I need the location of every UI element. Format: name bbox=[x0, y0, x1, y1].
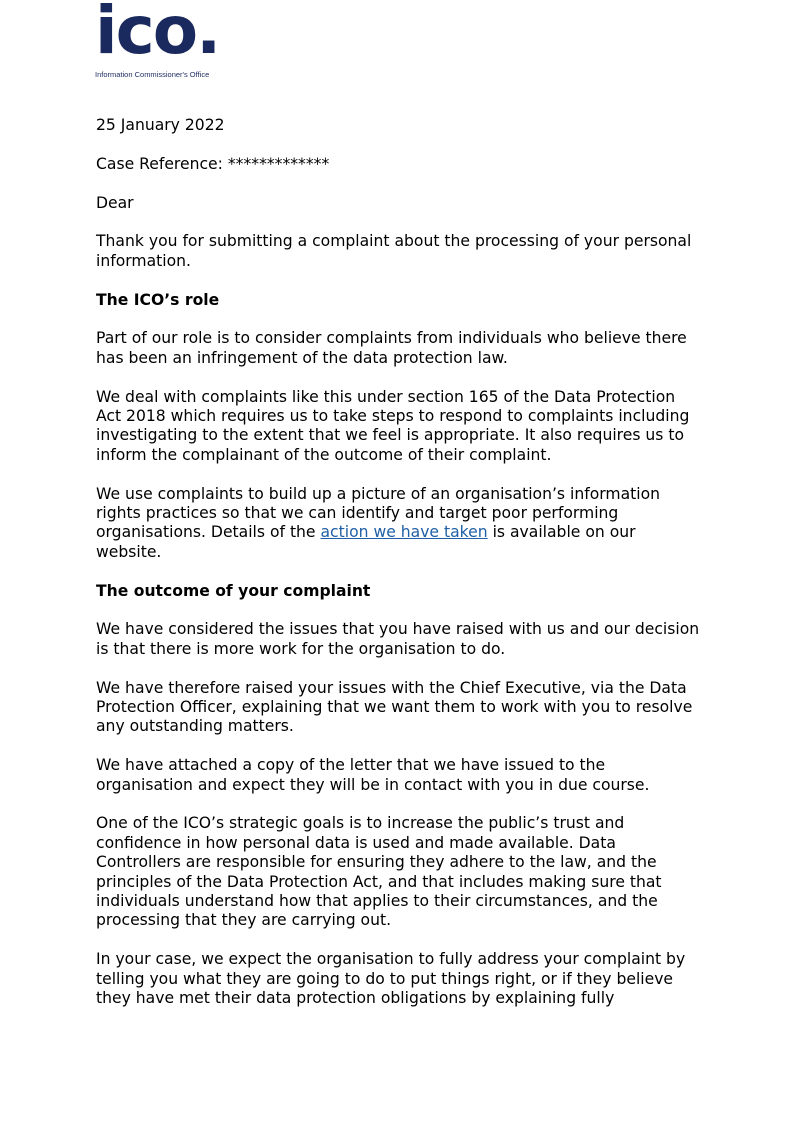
action-we-have-taken-link[interactable]: action we have taken bbox=[320, 523, 488, 542]
letter-body bbox=[96, 116, 701, 1028]
role-paragraph-3-end: is available on our website. bbox=[96, 523, 636, 561]
role-paragraph-3-start: We use complaints to build up a picture of an organisation’s information rights practices so that we can identify and target poor performing organisations. Details of the bbox=[96, 484, 661, 542]
intro-paragraph: Thank you for submitting a complaint about the processing of your personal information. bbox=[96, 232, 692, 270]
ico-logo bbox=[95, 0, 235, 82]
letter-date: 25 January 2022 bbox=[96, 116, 225, 134]
role-paragraph-3 bbox=[96, 485, 701, 563]
ico-logo-subtitle: Information Commissioner's Office bbox=[95, 70, 210, 79]
outcome-paragraph-4: One of the ICO’s strategic goals is to increase the public’s trust and confidence in how personal data is used and made available. Data Controllers are responsible for ensuring they adhere to the law, and the principles of the Data Protection Act, and that includes making sure that individuals understand how that applies to their circumstances, and the processing that they are carrying out. bbox=[96, 814, 662, 930]
role-paragraph-2: We deal with complaints like this under section 165 of the Data Protection Act 2018 which requires us to take steps to respond to complaints including investigating to the extent that we feel is appropriate. It also requires us to inform the complainant of the outcome of their complaint. bbox=[96, 387, 690, 464]
ico-logo-mark: ico. bbox=[95, 0, 220, 69]
outcome-paragraph-3: We have attached a copy of the letter that we have issued to the organisation and expect they will be in contact with you in due course. bbox=[96, 756, 650, 794]
role-paragraph-1: Part of our role is to consider complaints from individuals who believe there has been an infringement of the data protection law. bbox=[96, 329, 687, 367]
outcome-heading: The outcome of your complaint bbox=[96, 581, 371, 600]
salutation: Dear bbox=[96, 193, 134, 212]
outcome-paragraph-2: We have therefore raised your issues with the Chief Executive, via the Data Protection Officer, explaining that we want them to work with you to resolve any outstanding matters. bbox=[96, 678, 693, 736]
case-reference-value: ************* bbox=[227, 154, 330, 173]
case-reference bbox=[96, 155, 701, 174]
outcome-paragraph-1: We have considered the issues that you have raised with us and our decision is that there is more work for the organisation to do. bbox=[96, 620, 700, 658]
role-heading: The ICO’s role bbox=[96, 290, 220, 309]
case-reference-label: Case Reference: bbox=[96, 154, 223, 173]
outcome-paragraph-5: In your case, we expect the organisation to fully address your complaint by telling you what they are going to do to put things right, or if they believe they have met their data protection obligations by explaining fully bbox=[96, 950, 686, 1008]
